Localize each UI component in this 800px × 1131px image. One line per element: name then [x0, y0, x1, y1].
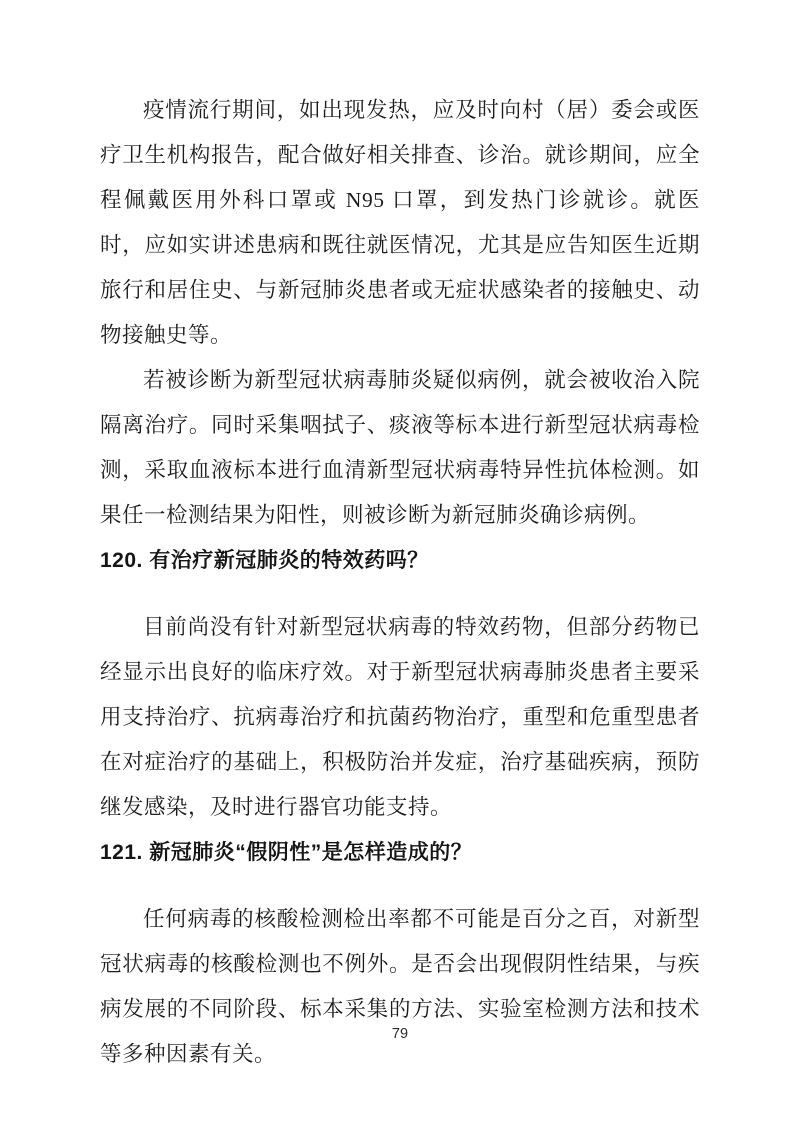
page-number: 79 — [391, 1026, 409, 1042]
paragraph-suspected-case: 若被诊断为新型冠状病毒肺炎疑似病例，就会被收治入院隔离治疗。同时采集咽拭子、痰液等标本进行新型冠状病毒检测，采取血液标本进行血清新型冠状病毒特异性抗体检测。如果任一检测结果为阳性，则被诊断为新冠肺炎确诊病例。 — [100, 368, 700, 527]
paragraph-treatment-answer: 目前尚没有针对新型冠状病毒的特效药物，但部分药物已经显示出良好的临床疗效。对于新型冠状病毒肺炎患者主要采用支持治疗、抗病毒治疗和抗菌药物治疗，重型和危重型患者在对症治疗的基础上，积极防治并发症，治疗基础疾病，预防继发感染，及时进行器官功能支持。 — [100, 615, 700, 819]
question-heading-120: 120. 有治疗新冠肺炎的特效药吗？ — [100, 549, 429, 572]
paragraph-false-negative-answer: 任何病毒的核酸检测检出率都不可能是百分之百，对新型冠状病毒的核酸检测也不例外。是否会出现假阴性结果，与疾病发展的不同阶段、标本采集的方法、实验室检测方法和技术等多种因素有关。 — [100, 907, 700, 1066]
question-heading-121: 121. 新冠肺炎“假阴性”是怎样造成的？ — [100, 841, 473, 864]
page-content — [100, 88, 700, 1077]
paragraph-symptom-report: 疫情流行期间，如出现发热，应及时向村（居）委会或医疗卫生机构报告，配合做好相关排查、诊治。就诊期间，应全程佩戴医用外科口罩或 N95 口罩，到发热门诊就诊。就医时，应如实讲述患病和既往就医情况，尤其是应告知医生近期旅行和居住史、与新冠肺炎患者或无症状感染者的接触史、动物接触史等。 — [100, 98, 700, 347]
